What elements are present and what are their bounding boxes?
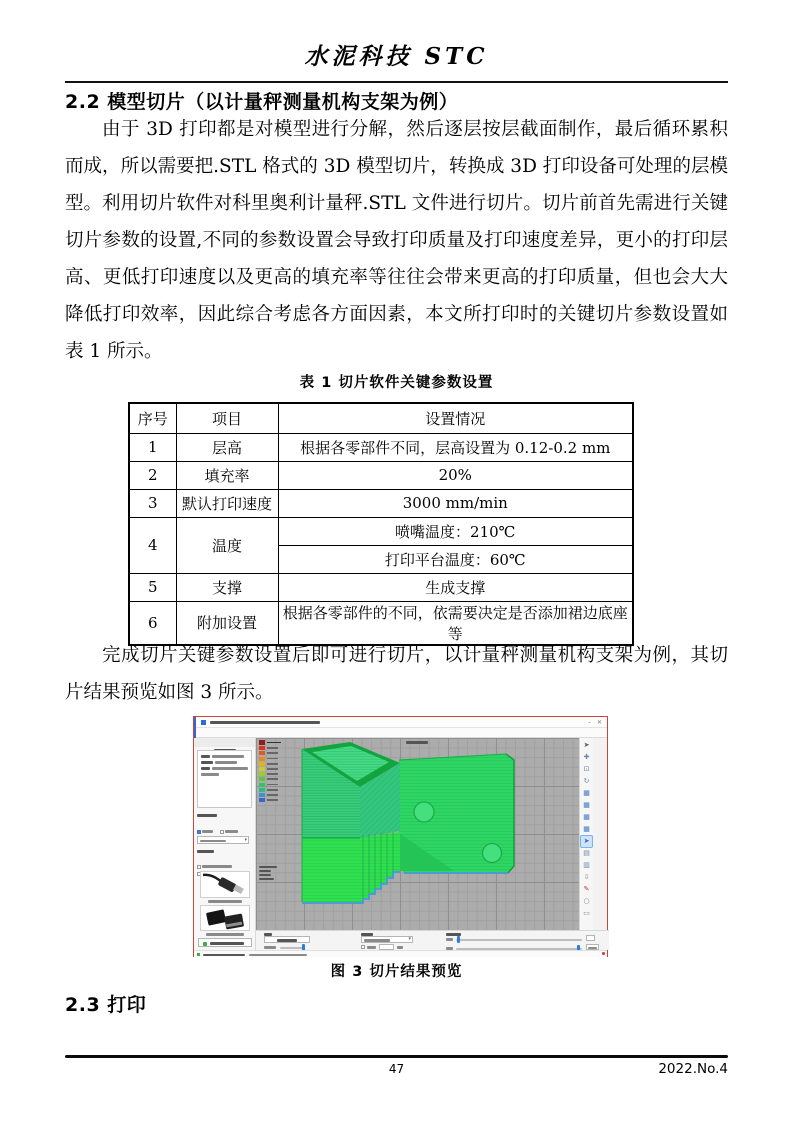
paragraph-3: 完成切片关键参数设置后即可进行切片，以计量秤测量机构支架为例，其切片结果预览如图 3 所示。 [65,645,728,703]
figure-caption: 图 3 切片结果预览 [330,964,463,980]
chevron-down-icon: ▾ [244,837,247,843]
usb-cable-photo [200,871,250,898]
model-info-header [194,738,255,747]
view-mode-dropdown [197,836,249,844]
grid-icon: ▥ [583,861,590,869]
section-heading-2-2: 2.2 模型切片（以计量秤测量机构支架为例） [65,91,459,113]
preview-slider [280,947,304,949]
footer-rule [65,1055,728,1058]
slicer-bottombar [256,930,609,950]
table-cell: 20% [278,461,633,489]
slicer-viewport [256,738,579,930]
table-row [129,517,633,545]
table-cell: 层高 [176,433,278,461]
journal-title: 水泥科技 STC [304,43,489,70]
close-icon: ✕ [596,719,602,726]
table-cell: 填充率 [176,461,278,489]
table-row [129,573,633,601]
cube-icon: ▦ [583,801,590,809]
table-header-cell: 序号 [129,403,176,433]
table-cell: 5 [129,573,176,601]
slicer-app-icon [201,720,206,725]
table-caption: 表 1 切片软件关键参数设置 [299,375,494,391]
viewport-info-text [259,866,277,880]
download-icon: ⇩ [583,873,590,881]
table-cell: 2 [129,461,176,489]
table-row [129,489,633,517]
layers-icon: ▤ [583,849,590,857]
cube-icon: ▦ [583,789,590,797]
paragraph-1: 由于 3D 打印都是对模型进行分解，然后逐层按层截面制作，最后循环累积而成，所以需要把.STL 格式的 3D 模型切片，转换成 3D 打印设备可处理的层模型。 [65,119,728,214]
table-cell: 打印平台温度：60℃ [278,545,633,573]
table-cell: 默认打印速度 [176,489,278,517]
cursor-icon: ➤ [583,741,590,749]
table-header-cell: 设置情况 [278,403,633,433]
sliced-model-3d [256,738,579,930]
table-cell: 附加设置 [176,601,278,645]
slicer-titlebar [194,717,607,728]
slicer-statusbar [194,950,607,957]
cube-icon: ▦ [583,825,590,833]
paragraph-2: 利用切片软件对科里奥利计量秤.STL 文件进行切片。切片前首先需进行关键切片参数的设置,不同的参数设置会导致打印质量及打印速度差异，更小的打印层高、更低打印速度以及更高的填充率等往往会带来更高的打印质量，但也会大大降低打印效率，因此综合考虑各方面因素，本文所打印时的关键切片参数设置如表 1 所示。 [65,193,728,362]
table-cell: 支撑 [176,573,278,601]
model-info-box [197,750,252,808]
table-header-cell: 项目 [176,403,278,433]
cube-icon: ▦ [583,813,590,821]
header-rule [65,81,728,83]
memory-card-photo [200,905,250,931]
table-cell: 3000 mm/min [278,489,633,517]
move-icon: ✚ [583,753,590,761]
table-cell: 根据各零部件不同，层高设置为 0.12-0.2 mm [278,433,633,461]
page-number: 47 [388,1062,405,1076]
settings-icon: ○ [583,897,590,905]
slicer-toolbar [579,738,593,930]
section-heading-2-3: 2.3 打印 [65,994,147,1016]
table-cell: 6 [129,601,176,645]
figure-slicer-screenshot [193,716,608,957]
titlebar-accent [194,717,196,738]
minimize-icon: – [588,719,591,726]
table-cell: 生成支撑 [278,573,633,601]
slicer-left-panel [194,738,256,950]
table-cell: 1 [129,433,176,461]
slicer-menubar [194,728,607,738]
brush-icon: ✎ [583,885,590,893]
table-cell: 温度 [176,517,278,573]
table-header-row [129,403,633,433]
rotate-icon: ↻ [583,777,590,785]
table-cell: 4 [129,517,176,573]
scale-icon: ⊡ [583,765,590,773]
select-layer-icon: ➤ [581,836,592,847]
table-cell: 根据各零部件的不同，依需要决定是否添加裙边底座等 [278,601,633,645]
table-cell: 3 [129,489,176,517]
import-model-button [198,938,252,947]
misc-icon: ▭ [583,909,590,917]
layer-range-slider [456,939,582,941]
import-icon [203,942,207,946]
chevron-down-icon: ▾ [408,936,411,942]
table-cell: 喷嘴温度：210℃ [278,517,633,545]
params-table [128,402,634,646]
color-scheme-dropdown [361,936,413,943]
view-type-field [264,936,310,943]
layer-value-box [586,935,595,941]
table-row [129,433,633,461]
layer-range-handle [457,936,460,943]
issue-number: 2022.No.4 [658,1061,728,1077]
red-marker-dot [602,952,605,955]
table-row [129,461,633,489]
